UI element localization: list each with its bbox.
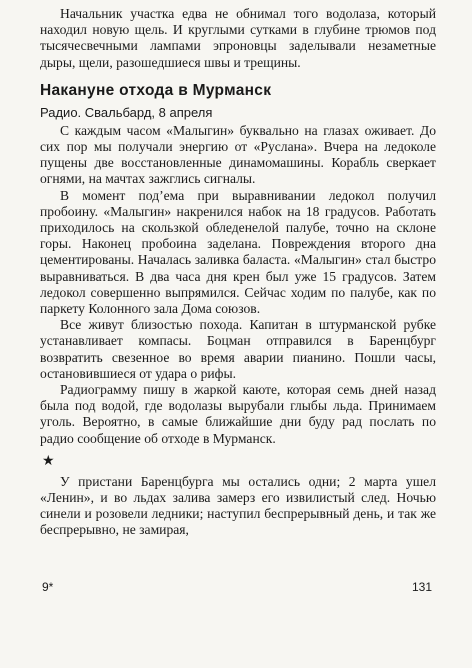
final-paragraph: У пристани Баренцбурга мы остались одни; 2 марта ушел «Ленин», и во льдах залива замерз его извилистый след. Ночью синели и розовели ледники; наступил беспрерывный день, и так же беспрерывно, не замирая, xyxy=(40,473,436,538)
paragraph: Радиограмму пишу в жаркой каюте, которая семь дней назад была под водой, где водолазы вырубали глыбы льда. Принимаем уголь. Вероятно, в самые ближайшие дни буду рад послать по радио сообщение об отходе в Мурманск. xyxy=(40,382,436,446)
page-number: 131 xyxy=(411,580,432,594)
star-separator-icon: ★ xyxy=(42,453,55,469)
dateline: Радио. Свальбард, 8 апреля xyxy=(40,104,213,120)
paragraph: Все живут близостью похода. Капитан в штурманской рубке устанавливает компасы. Боцман отправился в Баренцбург возвратить свезенное во время аварии пианино. Пошли часы, остановившиеся от удара о рифы. xyxy=(40,317,436,381)
page-footer xyxy=(42,580,432,594)
continuation-paragraph: Начальник участка едва не обнимал того водолаза, который находил новую щель. И круглыми сутками в глубине трюмов под тысячесвечными лампами эпроновцы заделывали незаметные дыры, щели, разошедшиеся швы и трещины. xyxy=(40,6,436,70)
paragraph: С каждым часом «Малыгин» буквально на глазах оживает. До сих пор мы получали энергию от «Руслана». Вчера на ледоколе пущены две восстановленные динамомашины. Корабль сверкает огнями, на мачтах зажглись сигналы. xyxy=(40,122,436,187)
paragraph: В момент под’ема при выравнивании ледокол получил пробоину. «Малыгин» накренился набок на 18 градусов. Работать приходилось на скользкой обледенелой палубе, точно на склоне горы. Наконец пробоина заделана. Повреждения второго дна цементированы. Началась заливка баласта. «Малыгин» стал быстро выравниваться. В два часа дня крен был уже 15 градусов. Затем ледокол совершенно выпрямился. Сейчас ходим по палубе, как по паркету Колонного зала Дома союзов. xyxy=(40,187,436,317)
signature-mark: 9* xyxy=(42,580,54,594)
section-heading: Накануне отхода в Мурманск xyxy=(40,81,272,99)
